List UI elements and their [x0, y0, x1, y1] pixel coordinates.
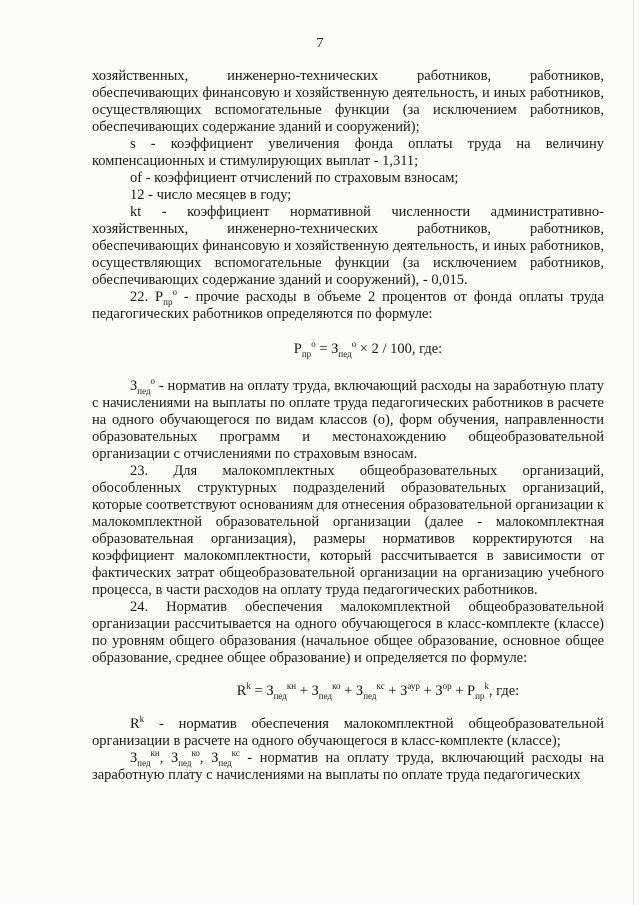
- paragraph-s-coefficient: s - коэффициент увеличения фонда оплаты труда на величину компенсационных и стимулирующих выплат - 1,311;: [92, 136, 604, 169]
- paragraph-rk-definition: $R^k$ - норматив обеспечения малокомплектной общеобразовательной организации в расчете на одного обучающегося в класс-комплекте (классе);: [92, 714, 604, 749]
- document-body: [92, 68, 604, 784]
- paragraph-z-k-definition: $З_{пед}^{кн}$, $З_{пед}^{ко}$, $З_{пед}^{кс}$ - норматив на оплату труда, включающий расходы на заработную плату с начислениями на выплаты по оплате труда педагогических: [92, 748, 605, 783]
- paragraph-kt-coefficient: kt - коэффициент нормативной численности административно-хозяйственных, инженерно-технических работников, работников, обеспечивающих финансовую и хозяйственную деятельность, и иных работников, осуществляющих вспомогательные функции (за исключением работников, обеспечивающих содержание зданий и сооружений), - 0,015.: [92, 204, 604, 288]
- page-number: 7: [316, 36, 324, 51]
- paragraph-z-definition: $З_{пед}^о$ - норматив на оплату труда, включающий расходы на заработную плату с начислениями на выплаты по оплате труда педагогических работников в расчете на одного обучающегося по видам классов (о), форм обучения, направленности образовательных программ и местонахождению общеобразовательной организации с отчислениями по страховым взносам.: [92, 376, 604, 462]
- paragraph-months: 12 - число месяцев в году;: [130, 187, 292, 203]
- paragraph-23: 23. Для малокомплектных общеобразовательных организаций, обособленных структурных подразделений образовательных организаций, которые соответствуют основаниям для отнесения образовательной организации к малокомплектной образовательной организации (далее - малокомплектная образовательная организация), размеры нормативов корректируются на коэффициент малокомплектности, который рассчитывается в зависимости от фактических затрат общеобразовательной организации на организацию учебного процесса, в части расходов на оплату труда педагогических работников.: [92, 463, 604, 598]
- formula-small-school-norm: $R^k = З_{пед}^{кн} + З_{пед}^{ко} + З_{пед}^{кс} + З^{аур} + З^{ор} + Р_{пр}^k$, где:: [236, 681, 520, 701]
- scan-edge: [633, 0, 634, 905]
- paragraph-22: 22. $Р_{пр}^о$ - прочие расходы в объеме 2 процентов от фонда оплаты труда педагогических работников определяются по формуле:: [92, 287, 604, 322]
- paragraph-of-coefficient: of - коэффициент отчислений по страховым взносам;: [130, 170, 459, 186]
- paragraph-continuation: хозяйственных, инженерно-технических работников, работников, обеспечивающих финансовую и хозяйственную деятельность, и иных работников, осуществляющих вспомогательные функции (за исключением работников, обеспечивающих содержание зданий и сооружений);: [92, 68, 604, 135]
- paragraph-24: 24. Норматив обеспечения малокомплектной общеобразовательной организации рассчитывается на одного обучающегося в класс-комплекте (классе) по уровням общего образования (начальное общее образование, основное общее образование, среднее общее образование) и определяется по формуле:: [92, 599, 604, 666]
- formula-other-expenses: $Р_{пр}^о = З_{пед}^о \times 2 / 100$, где:: [293, 339, 443, 359]
